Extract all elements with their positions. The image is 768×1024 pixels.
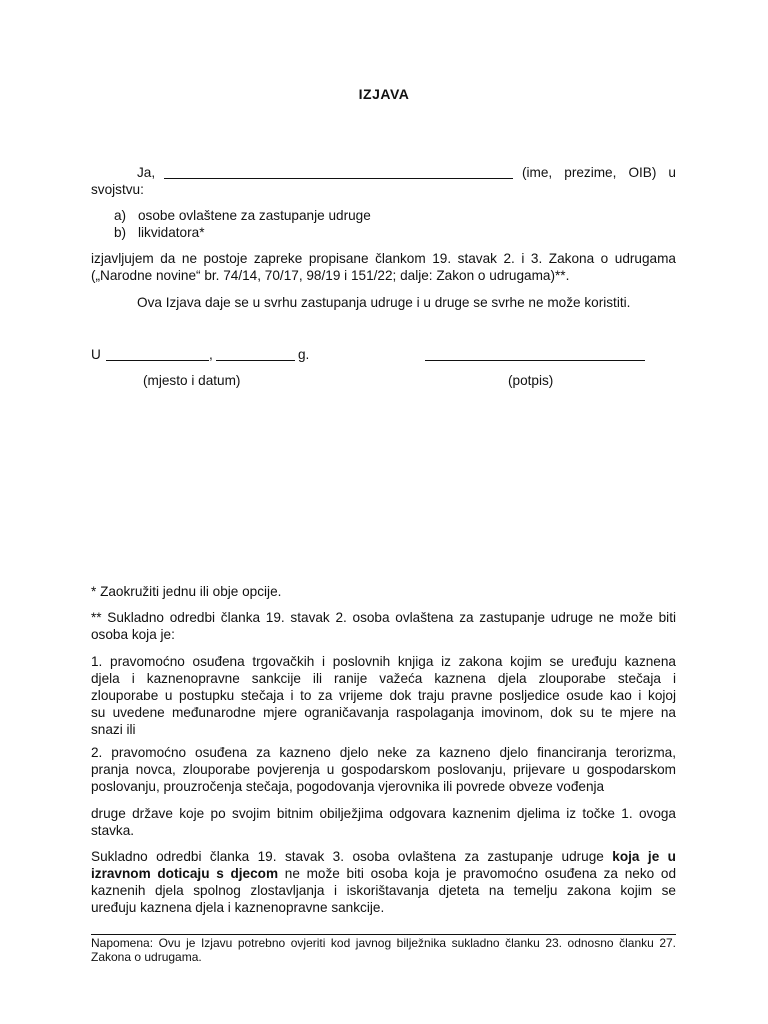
point-2-line: pranja novca, zlouporabe povjerenja u gospodarskom poslovanju, prijevare u gospodarskom [91,762,676,777]
footnote-text: Napomena: Ovu je Izjavu potrebno ovjeriti kod javnog bilježnika sukladno članku 23. odnosno članku 27. Zakona o udrugama. [91,936,676,964]
declaration-paragraph [91,250,676,284]
year-label: g. [298,347,310,362]
intro-svojstvu: svojstvu: [91,182,144,197]
place-label: U [91,347,101,362]
option-a [114,207,371,224]
option-a-marker: a) [114,208,127,223]
option-a-text: osobe ovlaštene za zastupanje udruge [138,208,371,223]
purpose-statement: Ova Izjava daje se u svrhu zastupanja udruge i u druge se svrhe ne može koristiti. [137,295,631,310]
intro-ime-prezime-oib: (ime, prezime, OIB) u [522,165,676,180]
paragraph-3-line-1-text: Sukladno odredbi članka 19. stavak 3. osoba ovlaštena za zastupanje udruge [91,849,604,864]
point-1-paragraph [91,653,676,738]
signature-caption: (potpis) [508,373,554,388]
point-2-paragraph [91,744,676,795]
place-date-caption: (mjesto i datum) [143,373,241,388]
option-b-marker: b) [114,225,127,240]
paragraph-3-line-1-bold: koja je u [612,849,676,864]
point-2-line: poslovanju, prouzročenja stečaja, pogodovanja vjerovnika ili povrede obveze vođenja [91,779,605,794]
point-1-line: snazi ili [91,722,136,737]
note-double-star-line-2: osoba koja je: [91,627,175,642]
name-blank-line [164,178,513,179]
paragraph-3-line-2 [91,865,676,882]
paragraph-3 [91,848,676,916]
paragraph-3-line-1 [91,848,676,865]
intro-ja: Ja, [137,165,156,180]
date-blank-line [216,360,295,361]
note-double-star [91,609,676,643]
place-blank-line [106,360,209,361]
option-b-text: likvidatora* [138,225,205,240]
option-b [114,224,205,241]
foreign-state-line: stavka. [91,823,135,838]
point-1-line: zlouporabe u postupku stečaja i to za vrijeme dok traju pravne posljedice osude kao i kojoj [91,688,676,703]
footnote-separator [91,934,676,935]
paragraph-3-line-2-bold: izravnom doticaju s djecom [91,866,279,881]
paragraph-3-line-4: uređuju kaznena djela i kaznenopravne sankcije. [91,900,385,915]
note-double-star-line-1: ** Sukladno odredbi članka 19. stavak 2. osoba ovlaštena za zastupanje udruge ne može biti [91,610,676,625]
declaration-line-2: („Narodne novine“ br. 74/14, 70/17, 98/19 i 151/22; dalje: Zakon o udrugama)**. [91,268,570,283]
point-2-line: 2. pravomoćno osuđena za kazneno djelo neke za kazneno djelo financiranja terorizma, [91,745,676,760]
signature-blank-line [425,360,645,361]
place-date-comma: , [209,347,213,362]
point-1-line: su uvedene međunarodne mjere ograničavanja raspolaganja imovinom, dok su te mjere na [91,705,676,720]
paragraph-3-line-3: kaznenih djela spolnog zlostavljanja i iskorištavanja djeteta na temelju zakona kojim se [91,883,676,898]
foreign-state-paragraph [91,805,676,839]
document-title: IZJAVA [358,86,410,102]
point-1-line: 1. pravomoćno osuđena trgovačkih i poslovnih knjiga iz zakona kojim se uređuju kaznena [91,654,676,669]
paragraph-3-line-2-text: ne može biti osoba koja je pravomoćno osuđena za neko od [284,866,676,881]
note-single-star: * Zaokružiti jednu ili obje opcije. [91,584,282,599]
foreign-state-line: druge države koje po svojim bitnim obilježjima odgovara kaznenim djelima iz točke 1. ovoga [91,806,676,821]
declaration-line-1: izjavljujem da ne postoje zapreke propisane člankom 19. stavak 2. i 3. Zakona o udrugama [91,251,676,266]
point-1-line: djela i kaznenopravne sankcije ili ranije važeća kaznena djela zlouporabe stečaja i [91,671,676,686]
